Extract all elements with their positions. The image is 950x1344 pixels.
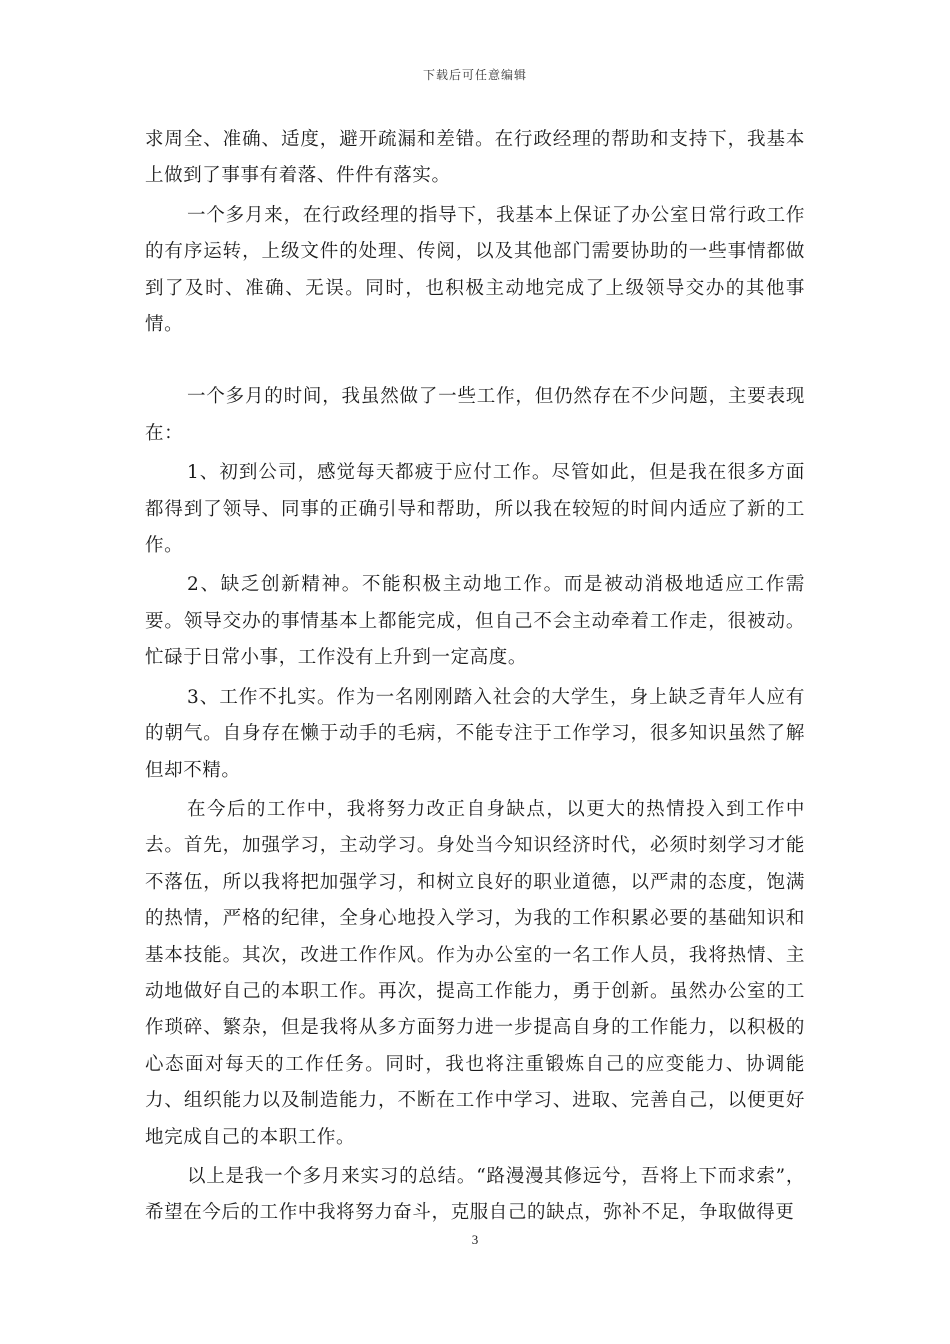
page-header: 下载后可任意编辑 [422, 68, 527, 82]
paragraph-continuation: 求周全、准确、适度，避开疏漏和差错。在行政经理的帮助和支持下，我基本上做到了事事有着落、件件有落实。 [145, 129, 805, 187]
paragraph-problem-1: 1、初到公司，感觉每天都疲于应付工作。尽管如此，但是我在很多方面都得到了领导、同事的正确引导和帮助，所以我在较短的时间内适应了新的工作。 [145, 462, 805, 557]
paragraph-future-plan: 在今后的工作中，我将努力改正自身缺点，以更大的热情投入到工作中去。首先，加强学习，主动学习。身处当今知识经济时代，必须时刻学习才能不落伍，所以我将把加强学习，和树立良好的职业道德，以严肃的态度，饱满的热情，严格的纪律，全身心地投入学习，为我的工作积累必要的基础知识和基本技能。其次，改进工作作风。作为办公室的一名工作人员，我将热情、主动地做好自己的本职工作。再次，提高工作能力，勇于创新。虽然办公室的工作琐碎、繁杂，但是我将从多方面努力进一步提高自身的工作能力，以积极的心态面对每天的工作任务。同时，我也将注重锻炼自己的应变能力、协调能力、组织能力以及制造能力，不断在工作中学习、进取、完善自己，以便更好地完成自己的本职工作。 [145, 798, 805, 1148]
page-number: 3 [471, 1232, 479, 1247]
paragraph-problem-2: 2、缺乏创新精神。不能积极主动地工作。而是被动消极地适应工作需要。领导交办的事情基本上都能完成，但自己不会主动牵着工作走，很被动。忙碌于日常小事，工作没有上升到一定高度。 [145, 574, 805, 669]
document-body [145, 122, 805, 1235]
paragraph-conclusion: 以上是我一个多月来实习的总结。“路漫漫其修远兮，吾将上下而求索”，希望在今后的工作中我将努力奋斗，克服自己的缺点，弥补不足，争取做得更 [145, 1165, 805, 1224]
paragraph-problems-intro: 一个多月的时间，我虽然做了一些工作，但仍然存在不少问题，主要表现在： [145, 386, 805, 444]
paragraph-problem-3: 3、工作不扎实。作为一名刚刚踏入社会的大学生，身上缺乏青年人应有的朝气。自身存在懒于动手的毛病，不能专注于工作学习，很多知识虽然了解但却不精。 [145, 686, 805, 781]
paragraph-work-summary: 一个多月来，在行政经理的指导下，我基本上保证了办公室日常行政工作的有序运转，上级文件的处理、传阅，以及其他部门需要协助的一些事情都做到了及时、准确、无误。同时，也积极主动地完成了上级领导交办的其他事情。 [145, 204, 805, 336]
